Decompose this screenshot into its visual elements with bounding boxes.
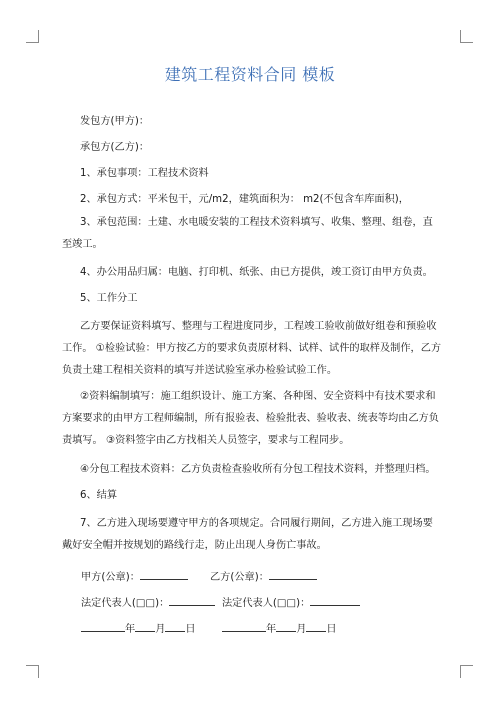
crop-mark-top-left	[26, 30, 39, 43]
date-b-year-label: 年	[266, 624, 277, 635]
para-1-line-2: 工作。 ①检验试验：甲方按乙方的要求负责原材料、试样、试件的取样及制作，乙方	[62, 343, 442, 354]
representative-a-label: 法定代表人(□□)：	[81, 598, 170, 609]
para-2-line-3: 责填写。 ③资料签字由乙方找相关人员签字，要求与工程同步。	[62, 435, 350, 446]
crop-mark-bottom-left	[26, 665, 39, 678]
item-4: 4、办公用品归属：电脑、打印机、纸张、由已方提供，竣工资订由甲方负责。	[80, 267, 433, 278]
item-5: 5、工作分工	[80, 293, 138, 304]
crop-mark-bottom-right	[460, 665, 473, 678]
para-1-line-3: 负责土建工程相关资料的填写并送试验室承办检验试验工作。	[62, 365, 338, 376]
representative-a-blank[interactable]	[169, 594, 215, 606]
item-3-line-2: 至竣工。	[62, 239, 103, 250]
date-a-month-blank[interactable]	[135, 620, 155, 632]
item-2: 2、承包方式：平米包干，元/m2，建筑面积为： m2(不包含车库面积)，	[80, 194, 409, 205]
date-line-a	[81, 620, 196, 635]
date-a-year-blank[interactable]	[81, 620, 125, 632]
item-3-line-1: 3、承包范围：土建、水电暖安装的工程技术资料填写、收集、整理、组卷，直	[80, 217, 433, 228]
crop-mark-top-right	[460, 30, 473, 43]
date-a-day-label: 日	[185, 624, 196, 635]
signature-party-b-blank[interactable]	[269, 568, 317, 580]
item-7-line-2: 戴好安全帽并按规划的路线行走，防止出现人身伤亡事故。	[62, 540, 327, 551]
date-a-month-label: 月	[155, 624, 166, 635]
date-b-year-blank[interactable]	[222, 620, 266, 632]
signature-party-b-label: 乙方(公章)：	[210, 572, 269, 583]
signature-party-b	[210, 568, 317, 583]
date-a-year-label: 年	[125, 624, 136, 635]
party-b-line: 承包方(乙方)：	[80, 142, 150, 153]
para-3: ④分包工程技术资料：乙方负责检查验收所有分包工程技术资料，并整理归档。	[80, 464, 436, 475]
item-1: 1、承包事项：工程技术资料	[80, 168, 209, 179]
party-a-line: 发包方(甲方)：	[80, 116, 150, 127]
para-2-line-2: 方案要求的由甲方工程师编制，所有报验表、检验批表、验收表、统表等均由乙方负	[62, 413, 439, 424]
signature-party-a-blank[interactable]	[140, 568, 188, 580]
date-line-b	[222, 620, 337, 635]
date-b-month-label: 月	[296, 624, 307, 635]
para-2-line-1: ②资料编制填写：施工组织设计、施工方案、各种图、安全资料中有技术要求和	[80, 391, 436, 402]
item-7-line-1: 7、乙方进入现场要遵守甲方的各项规定。合同履行期间，乙方进入施工现场要	[80, 518, 433, 529]
date-b-day-label: 日	[326, 624, 337, 635]
item-6: 6、结算	[80, 490, 118, 501]
representative-a	[81, 594, 215, 609]
date-a-day-blank[interactable]	[165, 620, 185, 632]
representative-b-label: 法定代表人(□□)：	[222, 598, 311, 609]
document-title: 建筑工程资料合同 模板	[164, 65, 336, 84]
representative-b	[222, 594, 360, 609]
representative-b-blank[interactable]	[310, 594, 360, 606]
signature-party-a-label: 甲方(公章)：	[81, 572, 140, 583]
para-1-line-1: 乙方要保证资料填写、整理与工程进度同步，工程竣工验收前做好组卷和预验收	[80, 321, 437, 332]
date-b-day-blank[interactable]	[306, 620, 326, 632]
signature-party-a	[81, 568, 188, 583]
date-b-month-blank[interactable]	[276, 620, 296, 632]
